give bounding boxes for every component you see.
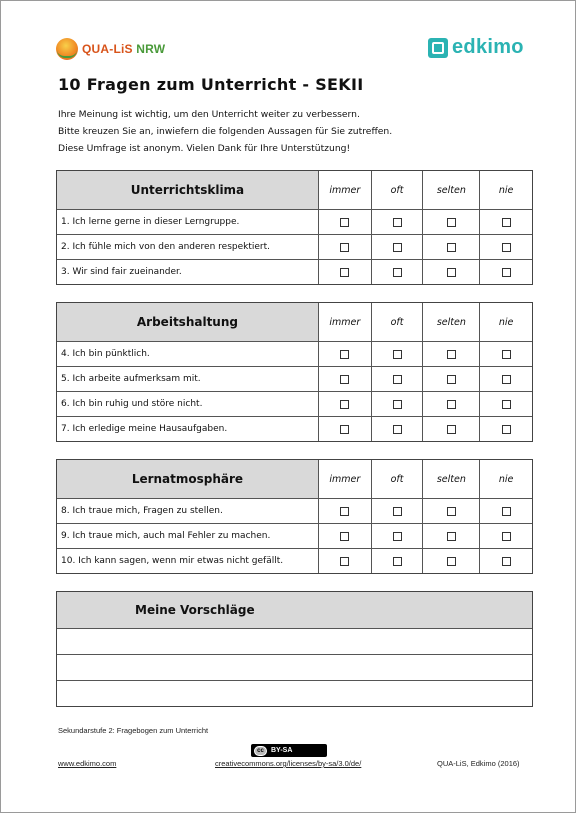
question-text: 4. Ich bin pünktlich. bbox=[57, 342, 319, 366]
checkbox-oft[interactable] bbox=[393, 218, 402, 227]
question-row bbox=[57, 391, 532, 416]
option-cell bbox=[319, 549, 372, 573]
option-cell bbox=[480, 417, 532, 441]
checkbox-immer[interactable] bbox=[340, 532, 349, 541]
option-cell bbox=[423, 392, 480, 416]
option-cell bbox=[480, 499, 532, 523]
checkbox-selten[interactable] bbox=[447, 375, 456, 384]
footer-credit: QUA-LiS, Edkimo (2016) bbox=[437, 759, 520, 768]
checkbox-immer[interactable] bbox=[340, 375, 349, 384]
checkbox-immer[interactable] bbox=[340, 243, 349, 252]
option-header-immer: immer bbox=[319, 171, 372, 209]
option-cell bbox=[372, 210, 424, 234]
qua-lis-text: QUA-LiS bbox=[82, 42, 133, 56]
edkimo-logo bbox=[428, 36, 524, 59]
suggestion-line[interactable] bbox=[57, 628, 532, 654]
option-cell bbox=[372, 392, 424, 416]
intro-line: Ihre Meinung ist wichtig, um den Unterricht weiter zu verbessern. bbox=[58, 109, 360, 120]
question-row bbox=[57, 416, 532, 441]
page-title: 10 Fragen zum Unterricht - SEKII bbox=[58, 75, 364, 94]
question-text: 8. Ich traue mich, Fragen zu stellen. bbox=[57, 499, 319, 523]
checkbox-nie[interactable] bbox=[502, 350, 511, 359]
checkbox-selten[interactable] bbox=[447, 425, 456, 434]
checkbox-nie[interactable] bbox=[502, 532, 511, 541]
qua-lis-logo-text bbox=[82, 42, 165, 56]
checkbox-oft[interactable] bbox=[393, 243, 402, 252]
option-header-oft: oft bbox=[372, 171, 424, 209]
nrw-text: NRW bbox=[136, 42, 166, 56]
checkbox-selten[interactable] bbox=[447, 400, 456, 409]
option-cell bbox=[423, 235, 480, 259]
question-text: 6. Ich bin ruhig und störe nicht. bbox=[57, 392, 319, 416]
option-cell bbox=[423, 260, 480, 284]
question-text: 3. Wir sind fair zueinander. bbox=[57, 260, 319, 284]
option-header-selten: selten bbox=[423, 460, 480, 498]
question-row bbox=[57, 498, 532, 523]
checkbox-nie[interactable] bbox=[502, 243, 511, 252]
question-row bbox=[57, 234, 532, 259]
option-cell bbox=[423, 210, 480, 234]
option-header-selten: selten bbox=[423, 171, 480, 209]
footer-subtitle: Sekundarstufe 2: Fragebogen zum Unterricht bbox=[58, 726, 209, 735]
checkbox-oft[interactable] bbox=[393, 532, 402, 541]
checkbox-oft[interactable] bbox=[393, 350, 402, 359]
option-cell bbox=[423, 342, 480, 366]
option-cell bbox=[372, 524, 424, 548]
checkbox-immer[interactable] bbox=[340, 507, 349, 516]
suggestions-box bbox=[56, 591, 533, 707]
option-cell bbox=[319, 524, 372, 548]
option-cell bbox=[423, 524, 480, 548]
option-cell bbox=[423, 417, 480, 441]
edkimo-link[interactable]: www.edkimo.com bbox=[58, 759, 117, 768]
checkbox-oft[interactable] bbox=[393, 507, 402, 516]
option-cell bbox=[372, 499, 424, 523]
option-cell bbox=[480, 549, 532, 573]
section-header bbox=[57, 171, 532, 209]
edkimo-logo-text: edkimo bbox=[452, 36, 524, 58]
section-heading: Arbeitshaltung bbox=[57, 303, 319, 341]
checkbox-selten[interactable] bbox=[447, 557, 456, 566]
option-header-oft: oft bbox=[372, 460, 424, 498]
option-cell bbox=[372, 549, 424, 573]
option-cell bbox=[372, 367, 424, 391]
option-cell bbox=[319, 417, 372, 441]
option-cell bbox=[319, 499, 372, 523]
checkbox-oft[interactable] bbox=[393, 557, 402, 566]
question-text: 1. Ich lerne gerne in dieser Lerngruppe. bbox=[57, 210, 319, 234]
section-header bbox=[57, 303, 532, 341]
qua-lis-sun-icon bbox=[56, 38, 78, 60]
option-cell bbox=[480, 342, 532, 366]
qua-lis-logo bbox=[56, 38, 165, 60]
checkbox-selten[interactable] bbox=[447, 507, 456, 516]
section-header bbox=[57, 460, 532, 498]
option-cell bbox=[319, 392, 372, 416]
option-cell bbox=[372, 342, 424, 366]
option-cell bbox=[372, 235, 424, 259]
option-header-immer: immer bbox=[319, 460, 372, 498]
option-header-oft: oft bbox=[372, 303, 424, 341]
cc-icon: cc bbox=[254, 746, 267, 756]
option-header-immer: immer bbox=[319, 303, 372, 341]
license-link[interactable]: creativecommons.org/licenses/by-sa/3.0/de/ bbox=[215, 759, 362, 768]
checkbox-nie[interactable] bbox=[502, 557, 511, 566]
question-row bbox=[57, 366, 532, 391]
question-text: 9. Ich traue mich, auch mal Fehler zu machen. bbox=[57, 524, 319, 548]
section-heading: Unterrichtsklima bbox=[57, 171, 319, 209]
checkbox-immer[interactable] bbox=[340, 557, 349, 566]
option-cell bbox=[319, 367, 372, 391]
checkbox-selten[interactable] bbox=[447, 532, 456, 541]
checkbox-immer[interactable] bbox=[340, 268, 349, 277]
option-cell bbox=[319, 235, 372, 259]
checkbox-selten[interactable] bbox=[447, 243, 456, 252]
checkbox-immer[interactable] bbox=[340, 425, 349, 434]
checkbox-nie[interactable] bbox=[502, 268, 511, 277]
checkbox-oft[interactable] bbox=[393, 425, 402, 434]
checkbox-oft[interactable] bbox=[393, 375, 402, 384]
suggestion-line[interactable] bbox=[57, 680, 532, 706]
option-cell bbox=[319, 342, 372, 366]
option-cell bbox=[480, 524, 532, 548]
checkbox-immer[interactable] bbox=[340, 350, 349, 359]
question-row bbox=[57, 341, 532, 366]
checkbox-selten[interactable] bbox=[447, 218, 456, 227]
option-cell bbox=[480, 235, 532, 259]
cc-license-badge bbox=[251, 744, 327, 757]
intro-line: Diese Umfrage ist anonym. Vielen Dank für Ihre Unterstützung! bbox=[58, 143, 351, 154]
question-text: 7. Ich erledige meine Hausaufgaben. bbox=[57, 417, 319, 441]
section-heading: Lernatmosphäre bbox=[57, 460, 319, 498]
option-cell bbox=[372, 417, 424, 441]
option-cell bbox=[319, 260, 372, 284]
checkbox-nie[interactable] bbox=[502, 507, 511, 516]
checkbox-immer[interactable] bbox=[340, 218, 349, 227]
intro-line: Bitte kreuzen Sie an, inwiefern die folgenden Aussagen für Sie zutreffen. bbox=[58, 126, 393, 137]
checkbox-oft[interactable] bbox=[393, 268, 402, 277]
question-text: 10. Ich kann sagen, wenn mir etwas nicht gefällt. bbox=[57, 549, 319, 573]
option-cell bbox=[480, 392, 532, 416]
section-lernatmosphaere bbox=[56, 459, 533, 574]
intro-text bbox=[58, 106, 392, 157]
section-unterrichtsklima bbox=[56, 170, 533, 285]
cc-badge-text: BY-SA bbox=[271, 747, 293, 754]
option-header-nie: nie bbox=[480, 171, 532, 209]
option-cell bbox=[480, 260, 532, 284]
question-row bbox=[57, 548, 532, 573]
question-row bbox=[57, 209, 532, 234]
option-cell bbox=[423, 499, 480, 523]
question-text: 2. Ich fühle mich von den anderen respektiert. bbox=[57, 235, 319, 259]
checkbox-immer[interactable] bbox=[340, 400, 349, 409]
option-cell bbox=[423, 367, 480, 391]
suggestions-heading: Meine Vorschläge bbox=[57, 592, 532, 628]
checkbox-nie[interactable] bbox=[502, 400, 511, 409]
checkbox-nie[interactable] bbox=[502, 425, 511, 434]
question-text: 5. Ich arbeite aufmerksam mit. bbox=[57, 367, 319, 391]
option-cell bbox=[372, 260, 424, 284]
checkbox-oft[interactable] bbox=[393, 400, 402, 409]
checkbox-selten[interactable] bbox=[447, 350, 456, 359]
option-header-nie: nie bbox=[480, 460, 532, 498]
option-cell bbox=[423, 549, 480, 573]
option-header-nie: nie bbox=[480, 303, 532, 341]
checkbox-selten[interactable] bbox=[447, 268, 456, 277]
edkimo-puzzle-icon bbox=[428, 38, 448, 58]
option-cell bbox=[480, 367, 532, 391]
option-cell bbox=[480, 210, 532, 234]
option-cell bbox=[319, 210, 372, 234]
option-header-selten: selten bbox=[423, 303, 480, 341]
section-arbeitshaltung bbox=[56, 302, 533, 442]
checkbox-nie[interactable] bbox=[502, 218, 511, 227]
suggestion-line[interactable] bbox=[57, 654, 532, 680]
question-row bbox=[57, 523, 532, 548]
question-row bbox=[57, 259, 532, 284]
checkbox-nie[interactable] bbox=[502, 375, 511, 384]
